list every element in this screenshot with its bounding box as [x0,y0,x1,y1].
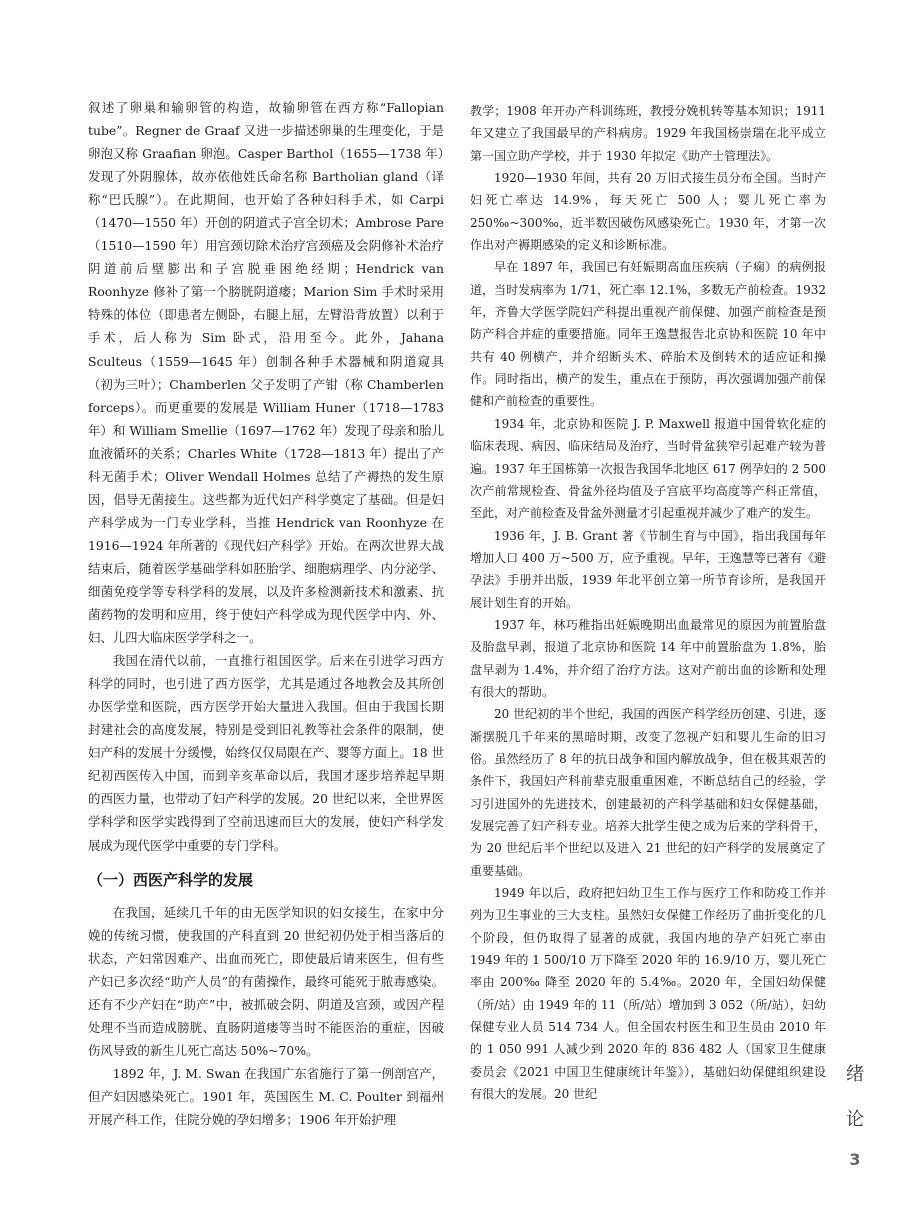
section-heading: （一）西医产科学的发展 [88,870,254,889]
paragraph-continued: 教学；1908 年开办产科训练班，教授分娩机转等基本知识；1911 年又建立了我国最早的产科病房。1929 年我国杨崇瑞在北平成立第一国立助产学校，并于 1930 年拟定《助产士管理法》。 [470,104,826,163]
chapter-label-char: 绪 [846,1064,864,1085]
paragraph-continued: 叙述了卵巢和输卵管的构造，故输卵管在西方称“Fallopian tube”。Regner de Graaf 又进一步描述卵巢的生理变化，于是卵泡又称 Graafian 卵泡。Casper Barthol（1655—1738 年）发现了外阴腺体，故亦依他姓氏命名称 Bartholian gland（译称“巴氏腺”）。在此期间，也开始了各种妇科手术，如 Carpi（1470—1550 年）开创的阴道式子宫全切术；Ambrose Pare（1510—1590 年）用宫颈切除术治疗宫颈癌及会阴修补术治疗阴道前后壁膨出和子宫脱垂困绝经期；Hendrick van Roonhyze 修补了第一个膀胱阴道瘘；Marion Sim 手术时采用特殊的体位（即患者左侧卧，右腿上屈，左臂沿背放置）以利于手术，后人称为 Sim 卧式，沿用至今。此外，Jahana Sculteus（1559—1645 年）创制各种手术器械和阴道窥具（初为三叶）；Chamberlen 父子发明了产钳（称 Chamberlen forceps）。而更重要的发展是 William Huner（1718—1783 年）和 William Smellie（1697—1762 年）发现了母亲和胎儿血液循环的关系；Charles White（1728—1813 年）提出了产科无菌手术；Oliver Wendall Holmes 总结了产褥热的发生原因，倡导无菌接生。这些都为近代妇产科学奠定了基础。但是妇产科学成为一门专业学科，当推 Hendrick van Roonhyze 在 1916—1924 年所著的《现代妇产科学》开始。在两次世界大战结束后，随着医学基础学科如胚胎学、细胞病理学、内分泌学、细菌免疫学等专科学科的发展，以及许多检测新技术和激素、抗菌药物的发明和应用，终于使妇产科学成为现代医学中内、外、妇、儿四大临床医学学科之一。 [88,100,444,646]
page-number: 3 [849,1150,861,1169]
left-column [88,96,444,1131]
paragraph: 1892 年，J. M. Swan 在我国广东省施行了第一例剖宫产，但产妇因感染死亡。1901 年，英国医生 M. C. Poulter 到福州开展产科工作，住院分娩的孕妇增多；1906 年开始护理 [88,1065,444,1127]
chapter-label-char: 论 [846,1109,864,1130]
paragraph: 在我国，延续几千年的由无医学知识的妇女接生，在家中分娩的传统习惯，使我国的产科直到 20 世纪初仍处于相当落后的状态，产妇常因难产、出血而死亡，即使最后请来医生，但有些产妇已多次经“助产人员”的有菌操作，最终可能死于脓毒感染。还有不少产妇在“助产”中，被抓破会阴、阴道及宫颈，或因产程处理不当而造成膀胱、直肠阴道瘘等当时不能医治的重症，因破伤风导致的新生儿死亡高达 50%~70%。 [88,904,444,1058]
paragraph: 1936 年，J. B. Grant 著《节制生育与中国》，指出我国每年增加人口 400 万~500 万，应予重视。早年，王逸慧等已著有《避孕法》手册并出版，1939 年北平创立第一所节育诊所，是我国开展计划生育的开始。 [470,528,826,610]
paragraph: 1920—1930 年间，共有 20 万旧式接生员分布全国。当时产妇死亡率达 14.9%，每天死亡 500 人；婴儿死亡率为 250‰~300‰，近半数因破伤风感染死亡。1930 年，才第一次作出对产褥期感染的定义和诊断标准。 [470,171,826,253]
paragraph: 早在 1897 年，我国已有妊娠期高血压疾病（子痫）的病例报道，当时发病率为 1/71，死亡率 12.1%，多数无产前检查。1932 年，齐鲁大学医学院妇产科提出重视产前保健、加强产前检查是预防产科合并症的重要措施。同年王逸慧报告北京协和医院 10 年中共有 40 例横产，并介绍断头术、碎胎术及倒转术的适应证和操作。同时指出，横产的发生，重点在于预防，再次强调加强产前保健和产前检查的重要性。 [470,260,826,409]
paragraph: 我国在清代以前，一直推行祖国医学。后来在引进学习西方科学的同时，也引进了西方医学，尤其是通过各地教会及其所创办医学堂和医院，西方医学开始大量进入我国。但由于我国长期封建社会的高度发展，特别是受到旧礼教等社会条件的限制，使妇产科的发展十分缓慢，始终仅仅局限在产、婴等方面上。18 世纪初西医传入中国，而到辛亥革命以后，我国才逐步培养起早期的西医力量，也带动了妇产科学的发展。20 世纪以来，全世界医学科学和医学实践得到了空前迅速而巨大的发展，使妇产科学发展成为现代医学中重要的专门学科。 [88,653,444,853]
paragraph: 1934 年，北京协和医院 J. P. Maxwell 报道中国骨软化症的临床表现、病因、临床结局及治疗，当时骨盆狭窄引起难产较为普遍。1937 年王国栋第一次报告我国华北地区 617 例孕妇的 2 500 次产前常规检查、骨盆外径均值及子宫底平均高度等产科正常值，至此，对产前检查及骨盆外测量才引起重视并减少了难产的发生。 [470,416,826,521]
paragraph: 20 世纪初的半个世纪，我国的西医产科学经历创建、引进，逐渐摆脱几千年来的黑暗时期，改变了忽视产妇和婴儿生命的旧习俗。虽然经历了 8 年的抗日战争和国内解放战争，但在极其艰苦的条件下，我国妇产科前辈克服重重困难，不断总结自己的经验，学习引进国外的先进技术，创建最初的产科学基础和妇女保健基础，发展完善了妇产科专业。培养大批学生使之成为后来的学科骨干，为 20 世纪后半个世纪以及进入 21 世纪的妇产科学的发展奠定了重要基础。 [470,707,826,878]
paragraph: 1949 年以后，政府把妇幼卫生工作与医疗工作和防疫工作并列为卫生事业的三大支柱。虽然妇女保健工作经历了曲折变化的几个阶段，但仍取得了显著的成就，我国内地的孕产妇死亡率由 1949 年的 1 500/10 万下降至 2020 年的 16.9/10 万，婴儿死亡率由 200‰ 降至 2020 年的 5.4‰。2020 年，全国妇幼保健（所/站）由 1949 年的 11（所/站）增加到 3 052（所/站），妇幼保健专业人员 514 734 人。但全国农村医生和卫生员由 2010 年的 1 050 991 人减少到 2020 年的 836 482 人（国家卫生健康委员会《2021 中国卫生健康统计年鉴》），基础妇幼保健组织建设有很大的发展。20 世纪 [470,886,826,1102]
right-column [470,100,826,1105]
paragraph: 1937 年，林巧稚指出妊娠晚期出血最常见的原因为前置胎盘及胎盘早剥，报道了北京协和医院 14 年中前置胎盘为 1.8%，胎盘早剥为 1.4%，并介绍了治疗方法。这对产前出血的诊断和处理有很大的帮助。 [470,617,826,699]
